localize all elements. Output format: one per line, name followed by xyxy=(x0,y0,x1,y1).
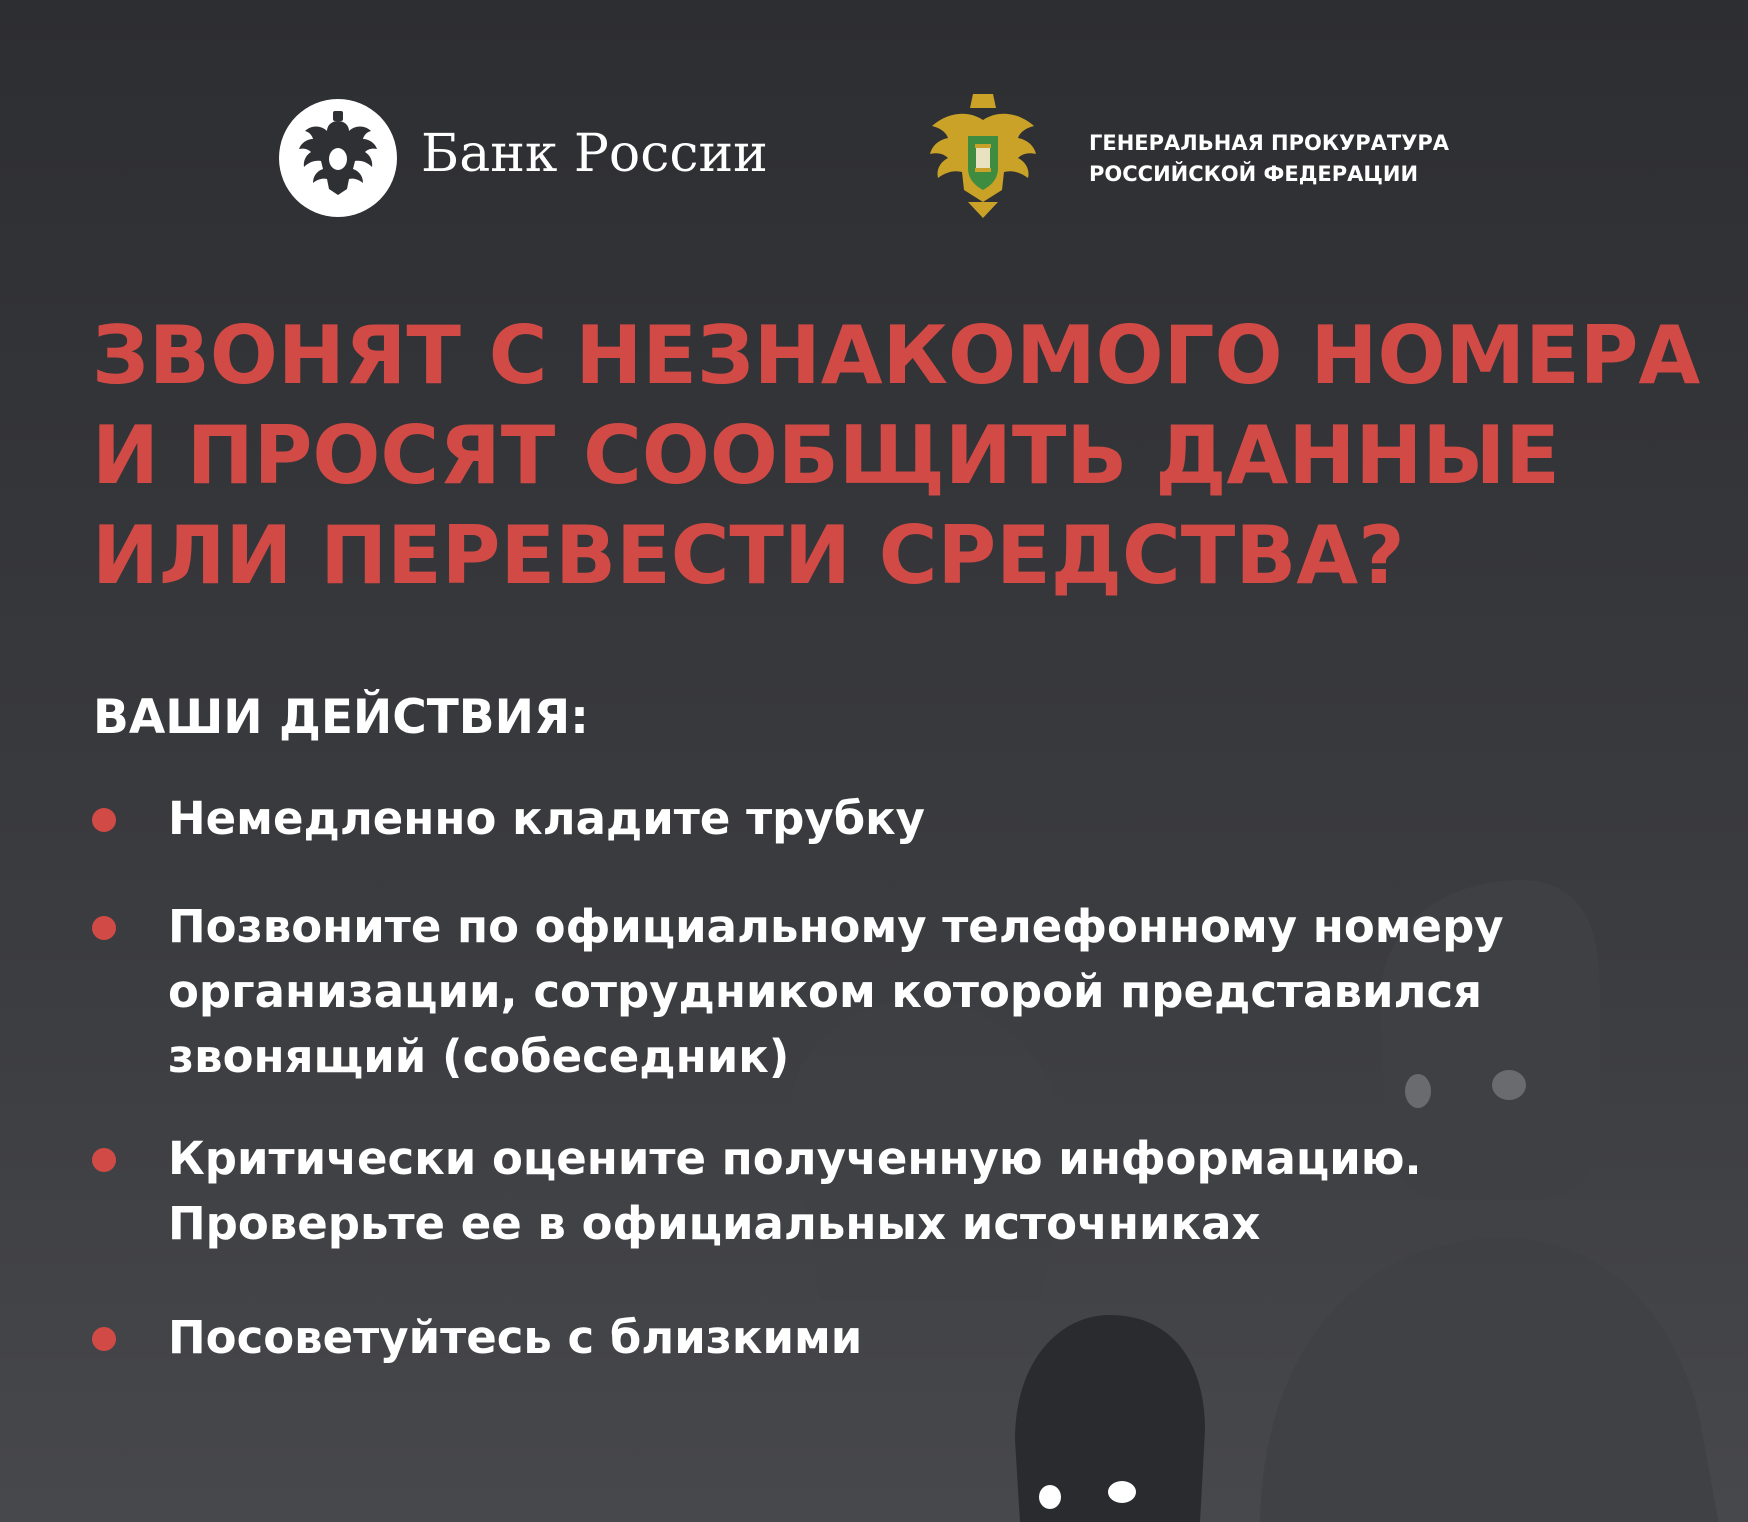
small-figure-left-eye xyxy=(1039,1485,1061,1509)
bullet-icon xyxy=(92,1148,116,1172)
bank-of-russia-name: Банк России xyxy=(421,124,768,184)
actions-title: ВАШИ ДЕЙСТВИЯ: xyxy=(93,690,589,745)
bullet-icon xyxy=(92,916,116,940)
headline-line-3: ИЛИ ПЕРЕВЕСТИ СРЕДСТВА? xyxy=(92,509,1405,602)
list-item-text xyxy=(168,894,1588,1089)
list-item-line: Немедленно кладите трубку xyxy=(168,792,926,845)
list-item-line: Проверьте ее в официальных источниках xyxy=(168,1197,1261,1250)
headline xyxy=(92,306,1712,606)
small-figure-right-eye xyxy=(1108,1481,1136,1503)
list-item-line: звонящий (собеседник) xyxy=(168,1030,790,1083)
list-item-line: организации, сотрудником которой представился xyxy=(168,965,1483,1018)
double-headed-eagle-icon xyxy=(279,99,397,217)
bullet-icon xyxy=(92,808,116,832)
list-item-line: Позвоните по официальному телефонному номеру xyxy=(168,900,1504,953)
prosecutor-office-name xyxy=(1089,128,1529,190)
list-item-text xyxy=(168,1126,1588,1256)
list-item-line: Критически оцените полученную информацию. xyxy=(168,1132,1422,1185)
headline-line-2: И ПРОСЯТ СООБЩИТЬ ДАННЫЕ xyxy=(92,409,1560,502)
list-item-line: Посоветуйтесь с близкими xyxy=(168,1311,863,1364)
prosecutor-name-line-1: ГЕНЕРАЛЬНАЯ ПРОКУРАТУРА xyxy=(1089,131,1450,155)
headline-line-1: ЗВОНЯТ С НЕЗНАКОМОГО НОМЕРА xyxy=(92,309,1701,402)
prosecutor-emblem-icon xyxy=(928,90,1038,226)
prosecutor-name-line-2: РОССИЙСКОЙ ФЕДЕРАЦИИ xyxy=(1089,162,1419,186)
bullet-icon xyxy=(92,1327,116,1351)
header xyxy=(0,0,1748,260)
list-item-text xyxy=(168,786,1588,851)
list-item-text xyxy=(168,1305,1588,1370)
